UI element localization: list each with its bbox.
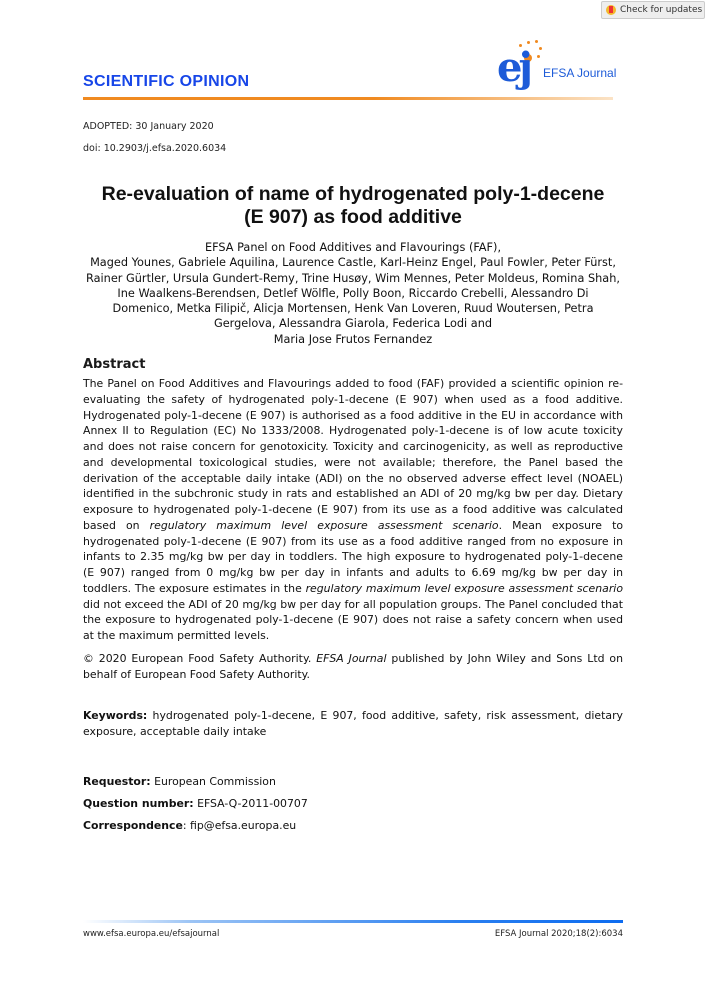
author-line: Maged Younes, Gabriele Aquilina, Laurence Castle, Karl-Heinz Engel, Paul Fowler, Peter Fürst, (90, 256, 616, 270)
logo-mark: ej (497, 44, 529, 91)
copyright-notice (83, 651, 623, 683)
question-number (83, 796, 623, 811)
journal-name: EFSA Journal (316, 651, 387, 665)
author-line: Domenico, Metka Filipič, Alicja Mortensen, Henk Van Loveren, Ruud Woutersen, Petra (112, 302, 594, 316)
question-value: EFSA-Q-2011-00707 (193, 796, 308, 810)
correspondence-email[interactable]: : fip@efsa.europa.eu (182, 818, 297, 832)
footer-citation: EFSA Journal 2020;18(2):6034 (494, 929, 623, 939)
abstract-text (83, 376, 623, 644)
doi[interactable]: doi: 10.2903/j.efsa.2020.6034 (83, 143, 227, 154)
abstract-part: did not exceed the ADI of 20 mg/kg bw per day for all population groups. The Panel concluded that the exposure to hydrogenated poly-1-decene (E 907) does not raise a safety concern when used at the maximum permitted levels. (83, 597, 623, 643)
author-line: Rainer Gürtler, Ursula Gundert-Remy, Trine Husøy, Wim Mennes, Peter Moldeus, Romina Shah, (86, 271, 620, 285)
adopted-date: ADOPTED: 30 January 2020 (83, 121, 214, 132)
correspondence (83, 818, 623, 833)
keywords-label: Keywords: (83, 709, 148, 723)
abstract-italic: regulatory maximum level exposure assessment scenario (305, 581, 623, 595)
author-line: Maria Jose Frutos Fernandez (273, 332, 433, 346)
author-line: Gergelova, Alessandra Giarola, Federica Lodi and (213, 317, 493, 331)
keywords (83, 708, 623, 740)
requestor-value: European Commission (150, 774, 276, 788)
author-list (60, 240, 646, 347)
check-for-updates-label: Check for updates (620, 5, 703, 15)
requestor-label: Requestor: (83, 774, 151, 788)
bookmark-icon (606, 5, 616, 15)
footer-divider (83, 920, 623, 923)
abstract-heading: Abstract (83, 357, 146, 373)
abstract-part: . Mean exposure to hydrogenated poly-1-decene (E 907) from its use as a food additive ranged from no exposure in infants to 2.35 mg/kg bw per day in toddlers. The high exposure to hydrogenated poly-1-decene (E 907) ranged from 0 mg/kg bw per day in infants and adults to 6.69 mg/kg bw per day in toddlers. The exposure estimates in the (83, 518, 623, 595)
paper-title (60, 183, 646, 229)
author-line: Ine Waalkens-Berendsen, Detlef Wölfle, Polly Boon, Riccardo Crebelli, Alessandro Di (117, 286, 589, 300)
title-line: (E 907) as food additive (244, 206, 462, 228)
article-front-matter (83, 120, 623, 833)
correspondence-label: Correspondence (83, 818, 183, 832)
requestor (83, 774, 623, 789)
keywords-value: hydrogenated poly-1-decene, E 907, food additive, safety, risk assessment, dietary exposure, acceptable daily intake (83, 709, 623, 739)
efsa-journal-logo (497, 36, 627, 96)
header-divider (83, 97, 613, 100)
copyright-part: © 2020 European Food Safety Authority. (83, 651, 317, 665)
author-line: EFSA Panel on Food Additives and Flavourings (FAF), (204, 241, 502, 254)
abstract-part: The Panel on Food Additives and Flavourings added to food (FAF) provided a scientific opinion re-evaluating the safety of hydrogenated poly-1-decene (E 907) when used as a food additive. Hydrogenated poly-1-decene (E 907) is authorised as a food additive in the EU in accordance with Annex II to Regulation (EC) No 1333/2008. Hydrogenated poly-1-decene is of low acute toxicity and does not raise concern for genotoxicity. Toxicity and carcinogenicity, as well as reproductive and developmental toxicological studies, were not available; therefore, the Panel based the derivation of the acceptable daily intake (ADI) on the no observed adverse effect level (NOAEL) identified in the subchronic study in rats and established an ADI of 20 mg/kg bw per day. Dietary exposure to hydrogenated poly-1-decene (E 907) from its use as a food additive was calculated based on (83, 377, 623, 532)
section-label: SCIENTIFIC OPINION (83, 73, 250, 90)
abstract-italic: regulatory maximum level exposure assessment scenario (149, 518, 499, 532)
question-label: Question number: (83, 796, 194, 810)
footer-url[interactable]: www.efsa.europa.eu/efsajournal (83, 929, 220, 939)
check-for-updates-button[interactable] (601, 1, 705, 19)
logo-text: EFSA Journal (543, 66, 617, 80)
title-line: Re-evaluation of name of hydrogenated poly-1-decene (101, 183, 605, 205)
copyright-part: published by John Wiley and Sons Ltd on behalf of European Food Safety Authority. (83, 651, 623, 681)
